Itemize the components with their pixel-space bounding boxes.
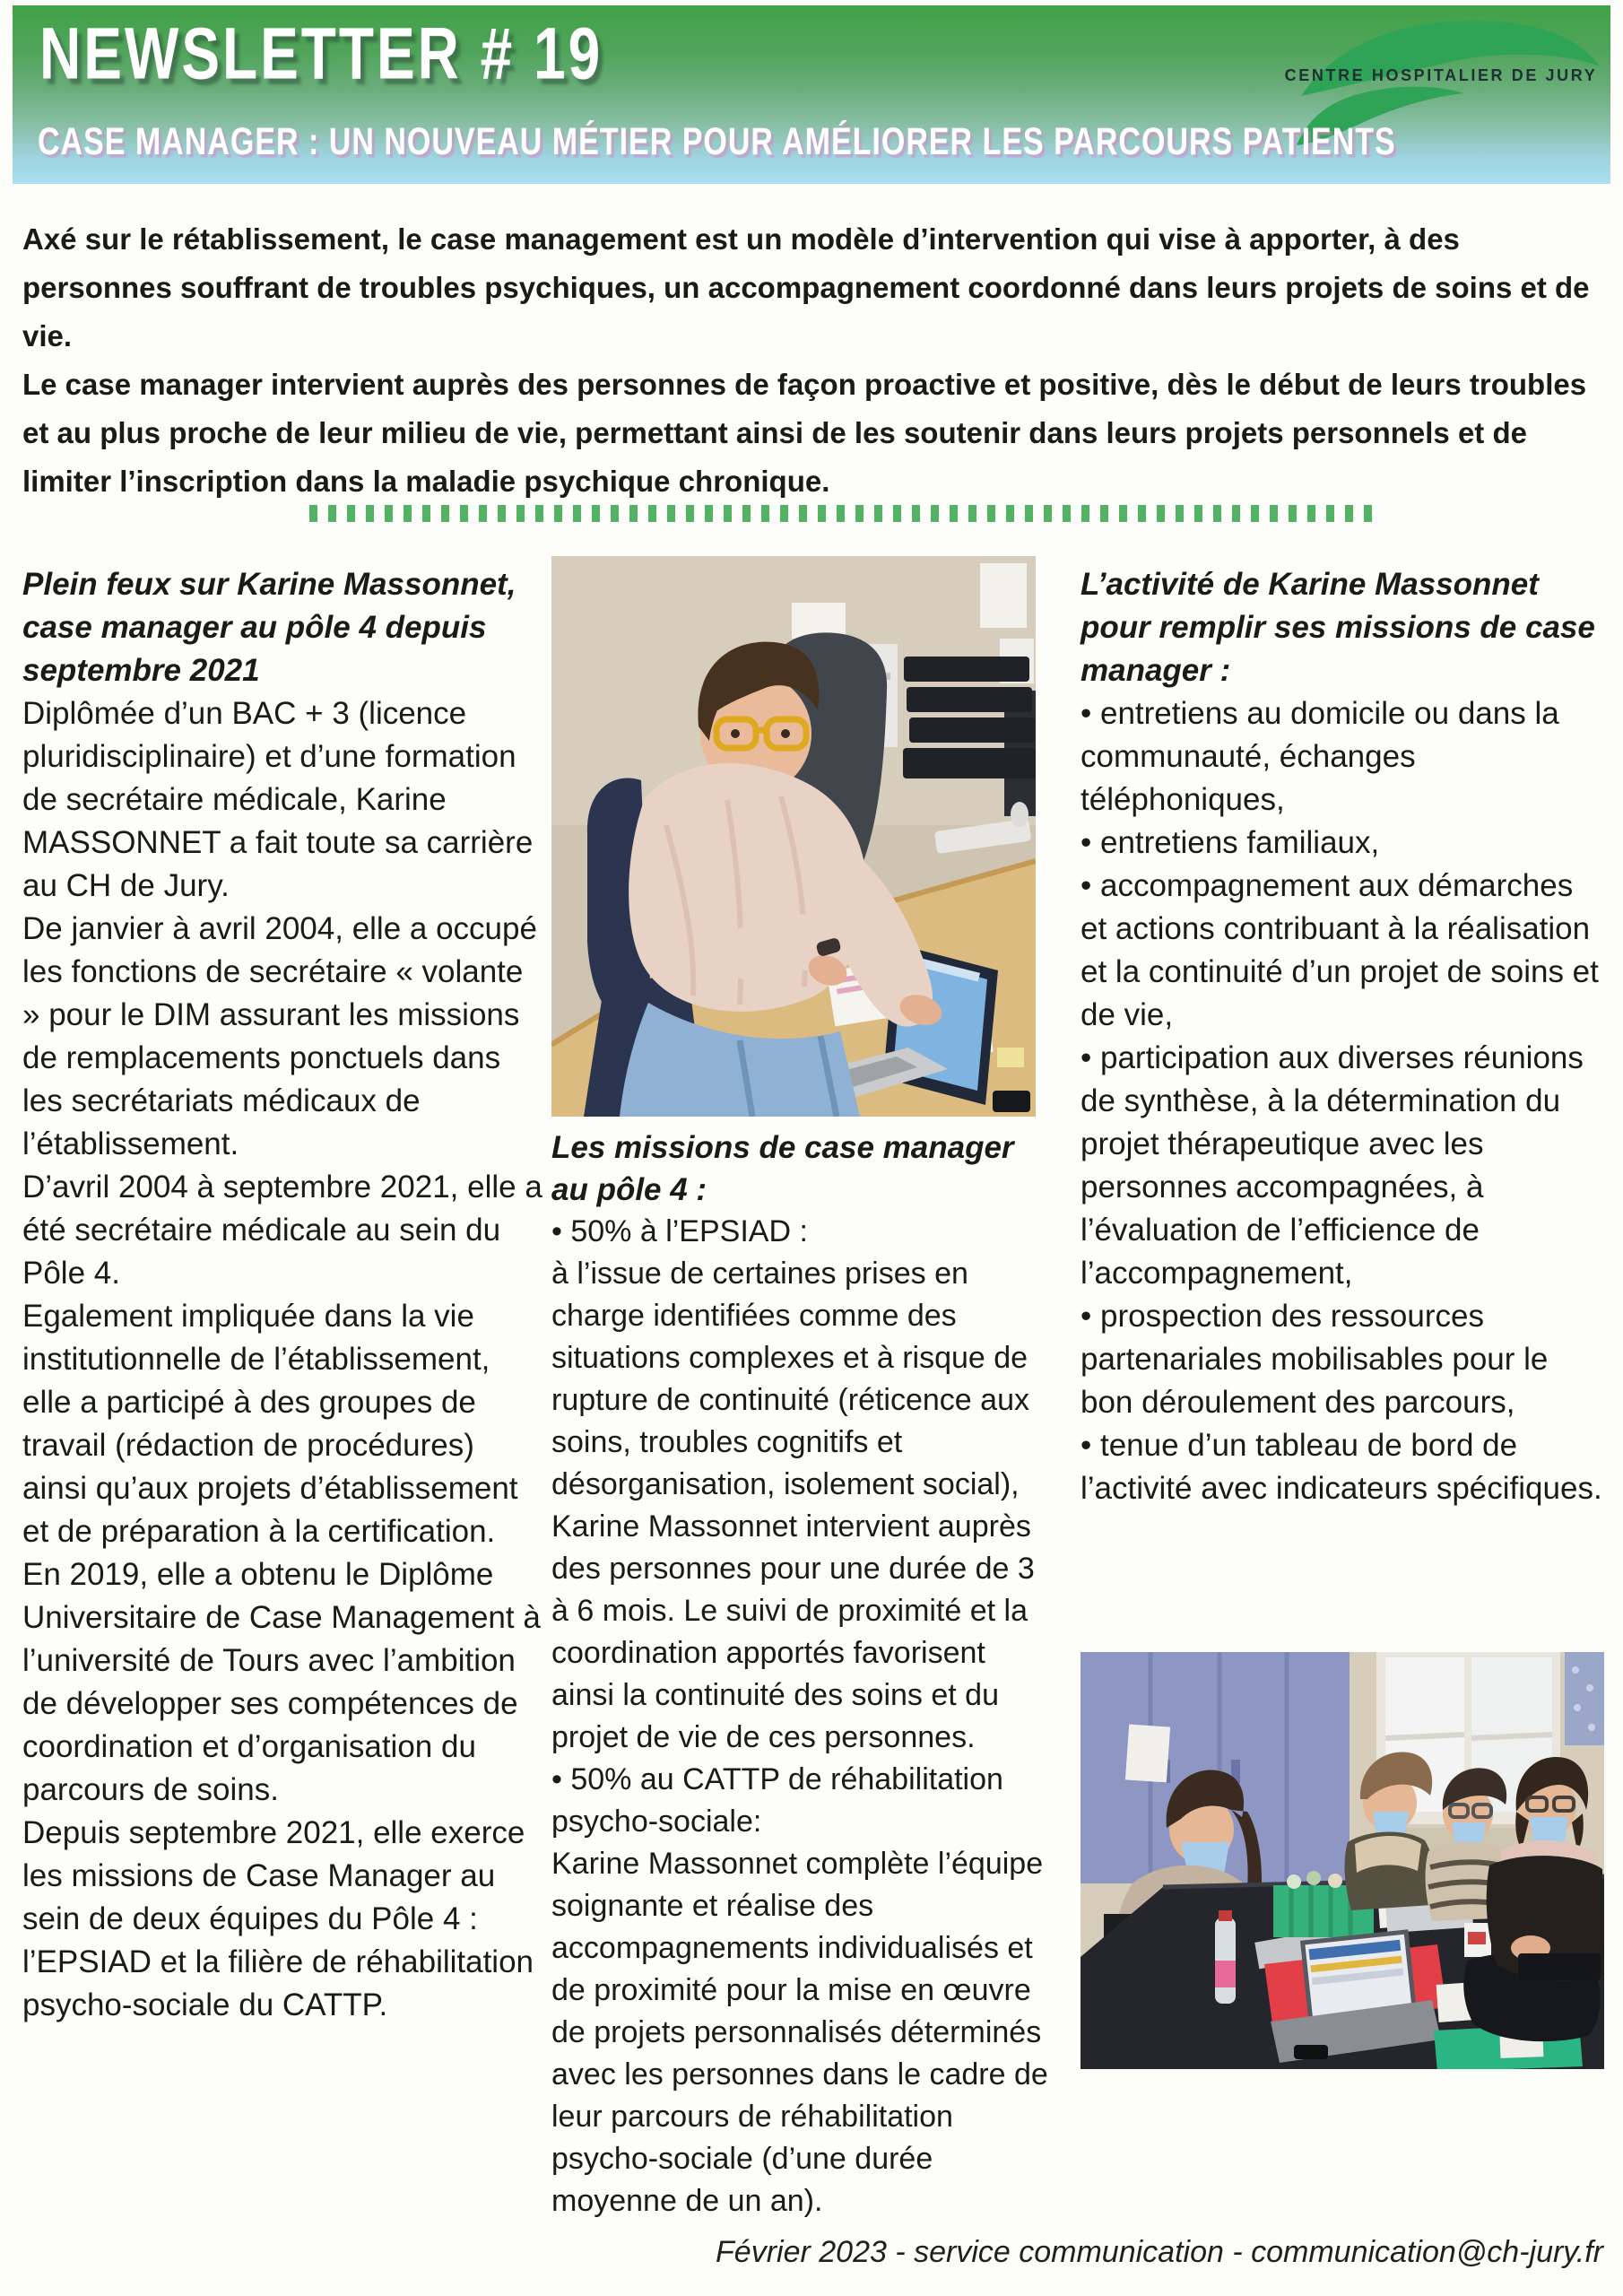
text-block: D’avril 2004 à septembre 2021, elle a été secrétaire médicale au sein du Pôle 4. bbox=[22, 1170, 542, 1291]
text-block: • tenue d’un tableau de bord de l’activité avec indicateurs spécifiques. bbox=[1081, 1428, 1602, 1506]
newsletter-title: NEWSLETTER # 19 bbox=[39, 12, 603, 95]
text-block: • 50% au CATTP de réhabilitation psycho-sociale: bbox=[551, 1762, 1003, 1839]
text-block: Depuis septembre 2021, elle exerce les missions de Case Manager au sein de deux équipes du Pôle 4 : l’EPSIAD et la filière de réhabilitation psycho-sociale du CATTP. bbox=[22, 1815, 534, 2022]
text-block: Les missions de case manager au pôle 4 : bbox=[551, 1130, 1014, 1207]
photo-karine-desk bbox=[551, 556, 1036, 1117]
text-block: L’activité de Karine Massonnet pour remplir ses missions de case manager : bbox=[1081, 567, 1595, 688]
intro-paragraph: Axé sur le rétablissement, le case management est un modèle d’intervention qui vise à apporter, à des personnes souffrant de troubles psychiques, un accompagnement coordonné dans leurs projets de soins et de vie. bbox=[22, 222, 1590, 352]
photo-team-meeting bbox=[1081, 1652, 1604, 2069]
text-block: En 2019, elle a obtenu le Diplôme Universitaire de Case Management à l’université de Tours avec l’ambition de développer ses compétences de coordination et d’organisation du parcours de soins. bbox=[22, 1557, 541, 1807]
text-block: • participation aux diverses réunions de synthèse, à la détermination du projet thérapeutique avec les personnes accompagnées, à l’évaluation de l’efficience de l’accompagnement, bbox=[1081, 1040, 1584, 1291]
intro-paragraph: Le case manager intervient auprès des personnes de façon proactive et positive, dès le début de leurs troubles et au plus proche de leur milieu de vie, permettant ainsi de les soutenir dans leurs projets personnels et de limiter l’inscription dans la maladie psychique chronique. bbox=[22, 368, 1587, 498]
text-block: Karine Massonnet complète l’équipe soignante et réalise des accompagnements individualisés et de proximité pour la mise en œuvre de projets personnalisés déterminés avec les personnes dans le cadre de leur parcours de réhabilitation psycho-sociale (d’une durée moyenne de un an). bbox=[551, 1847, 1048, 2218]
text-block: • entretiens au domicile ou dans la communauté, échanges téléphoniques, bbox=[1081, 696, 1559, 817]
column-right-activite bbox=[1081, 563, 1608, 1510]
column-middle-missions bbox=[551, 1126, 1055, 2222]
photo-karine-desk-illustration bbox=[551, 556, 1036, 1117]
intro-section bbox=[22, 215, 1604, 506]
header-subtitle: CASE MANAGER : UN NOUVEAU MÉTIER POUR AMÉLIORER LES PARCOURS PATIENTS bbox=[38, 120, 1396, 163]
text-block: Plein feux sur Karine Massonnet, case manager au pôle 4 depuis septembre 2021 bbox=[22, 567, 516, 688]
text-block: • entretiens familiaux, bbox=[1081, 825, 1380, 860]
footer-credit: Février 2023 - service communication - communication@ch-jury.fr bbox=[716, 2235, 1603, 2269]
column-left-karine-bio bbox=[22, 563, 547, 2027]
logo-text: CENTRE HOSPITALIER DE JURY bbox=[1284, 66, 1598, 84]
text-block: Egalement impliquée dans la vie institutionnelle de l’établissement, elle a participé à des groupes de travail (rédaction de procédures) ainsi qu’aux projets d’établissement et de préparation à la certification. bbox=[22, 1299, 518, 1549]
photo-team-meeting-illustration bbox=[1081, 1652, 1604, 2069]
text-block: • accompagnement aux démarches et actions contribuant à la réalisation et la continuité d’un projet de soins et de vie, bbox=[1081, 868, 1599, 1032]
text-block: • prospection des ressources partenariales mobilisables pour le bon déroulement des parcours, bbox=[1081, 1299, 1549, 1420]
text-block: De janvier à avril 2004, elle a occupé les fonctions de secrétaire « volante » pour le DIM assurant les missions de remplacements ponctuels dans les secrétariats médicaux de l’établissement. bbox=[22, 911, 537, 1161]
text-block: Diplômée d’un BAC + 3 (licence pluridisciplinaire) et d’une formation de secrétaire médicale, Karine MASSONNET a fait toute sa carrière au CH de Jury. bbox=[22, 696, 534, 903]
text-block: • 50% à l’EPSIAD : bbox=[551, 1214, 808, 1248]
text-block: à l’issue de certaines prises en charge identifiées comme des situations complexes et à risque de rupture de continuité (réticence aux soins, troubles cognitifs et désorganisation, isolement social), Karine Massonnet intervient auprès des personnes pour une durée de 3 à 6 mois. Le suivi de proximité et la coordination apportés favorisent ainsi la continuité des soins et du projet de vie de ces personnes. bbox=[551, 1257, 1035, 1754]
header-banner bbox=[13, 5, 1610, 184]
dotted-separator bbox=[309, 505, 1378, 522]
